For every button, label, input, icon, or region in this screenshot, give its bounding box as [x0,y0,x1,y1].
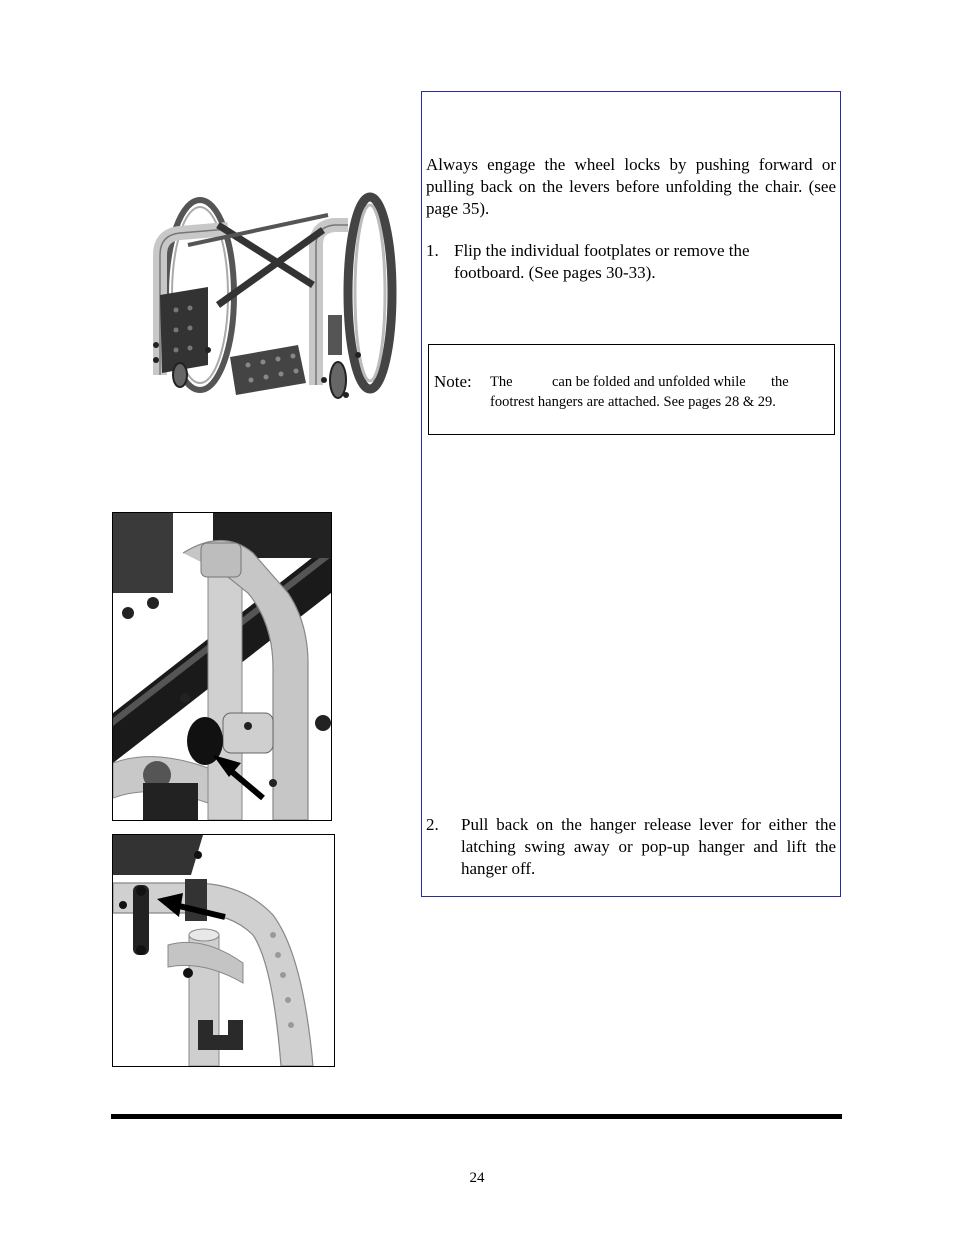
folded-wheelchair-figure [148,185,400,410]
warning-paragraph: Always engage the wheel locks by pushing forward or pulling back on the levers before unfolding the chair. (see page 35). [426,155,836,218]
note-label: Note: [434,372,472,391]
note-line-2: footrest hangers are attached. See pages 28 & 29. [490,394,776,410]
note-text-c: the [771,374,789,390]
hanger-latch-figure [112,834,335,1067]
note-text-b: can be folded and unfolded while [552,374,746,390]
note-text-a: The [490,374,513,390]
footer-rule [111,1114,842,1119]
page-number: 24 [469,1170,485,1186]
step-1-number: 1. [426,241,439,260]
step-1-text: Flip the individual footplates or remove the footboard. (See pages 30-33). [454,241,750,282]
step-2-text: Pull back on the hanger release lever for either the latching swing away or pop-up hanger and lift the hanger off. [461,815,836,878]
step-2-number: 2. [426,815,439,834]
hanger-release-figure [112,512,332,821]
